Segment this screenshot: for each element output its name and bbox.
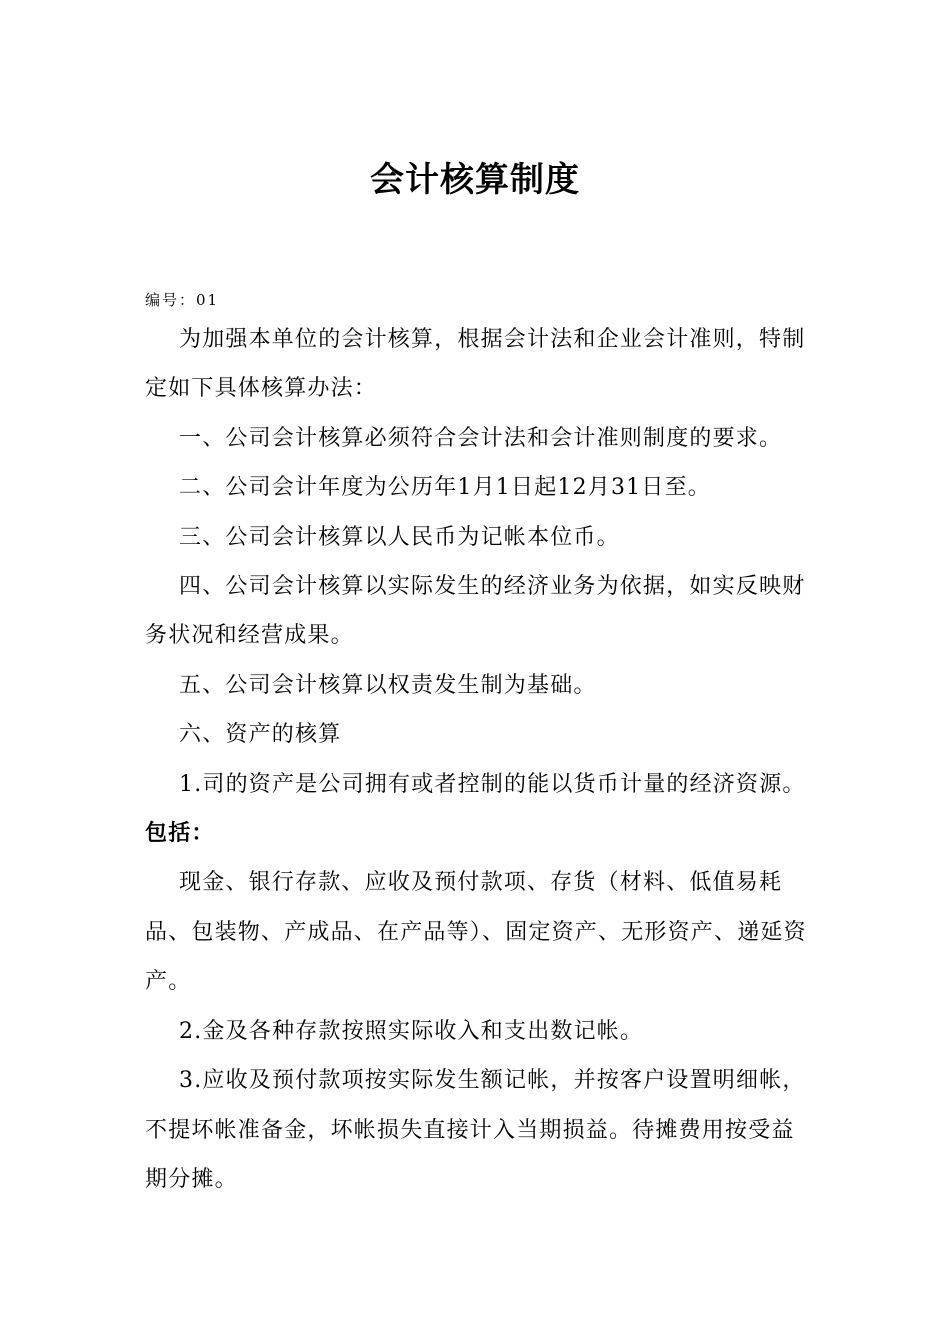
paragraph-includes-label: 包括： [145,821,215,847]
paragraph-item-3: 三、公司会计核算以人民币为记帐本位币。 [179,524,620,550]
paragraph-item-6-heading: 六、资产的核算 [179,722,342,748]
paragraph-item-4: 四、公司会计核算以实际发生的经济业务为依据，如实反映财务状况和经营成果。 [145,574,806,649]
document-body [145,315,815,1204]
document-number: 编号：01 [145,291,220,309]
paragraph-item-2: 二、公司会计年度为公历年1月1日起12月31日至。 [179,475,711,501]
paragraph-asset-list: 现金、银行存款、应收及预付款项、存货（材料、低值易耗品、包装物、产成品、在产品等）、固定资产、无形资产、递延资产。 [145,870,807,995]
document-title: 会计核算制度 [370,160,580,200]
paragraph-item-5: 五、公司会计核算以权责发生制为基础。 [179,672,597,698]
paragraph-subitem-3: 3.应收及预付款项按实际发生额记帐，并按客户设置明细帐，不提坏帐准备金，坏帐损失直接计入当期损益。待摊费用按受益期分摊。 [145,1068,806,1192]
paragraph-item-1: 一、公司会计核算必须符合会计法和会计准则制度的要求。 [179,425,783,451]
paragraph-subitem-1: 1.司的资产是公司拥有或者控制的能以货币计量的经济资源。 [179,771,806,797]
paragraph-intro: 为加强本单位的会计核算，根据会计法和企业会计准则，特制定如下具体核算办法： [145,327,806,402]
paragraph-subitem-2: 2.金及各种存款按照实际收入和支出数记帐。 [179,1018,644,1044]
